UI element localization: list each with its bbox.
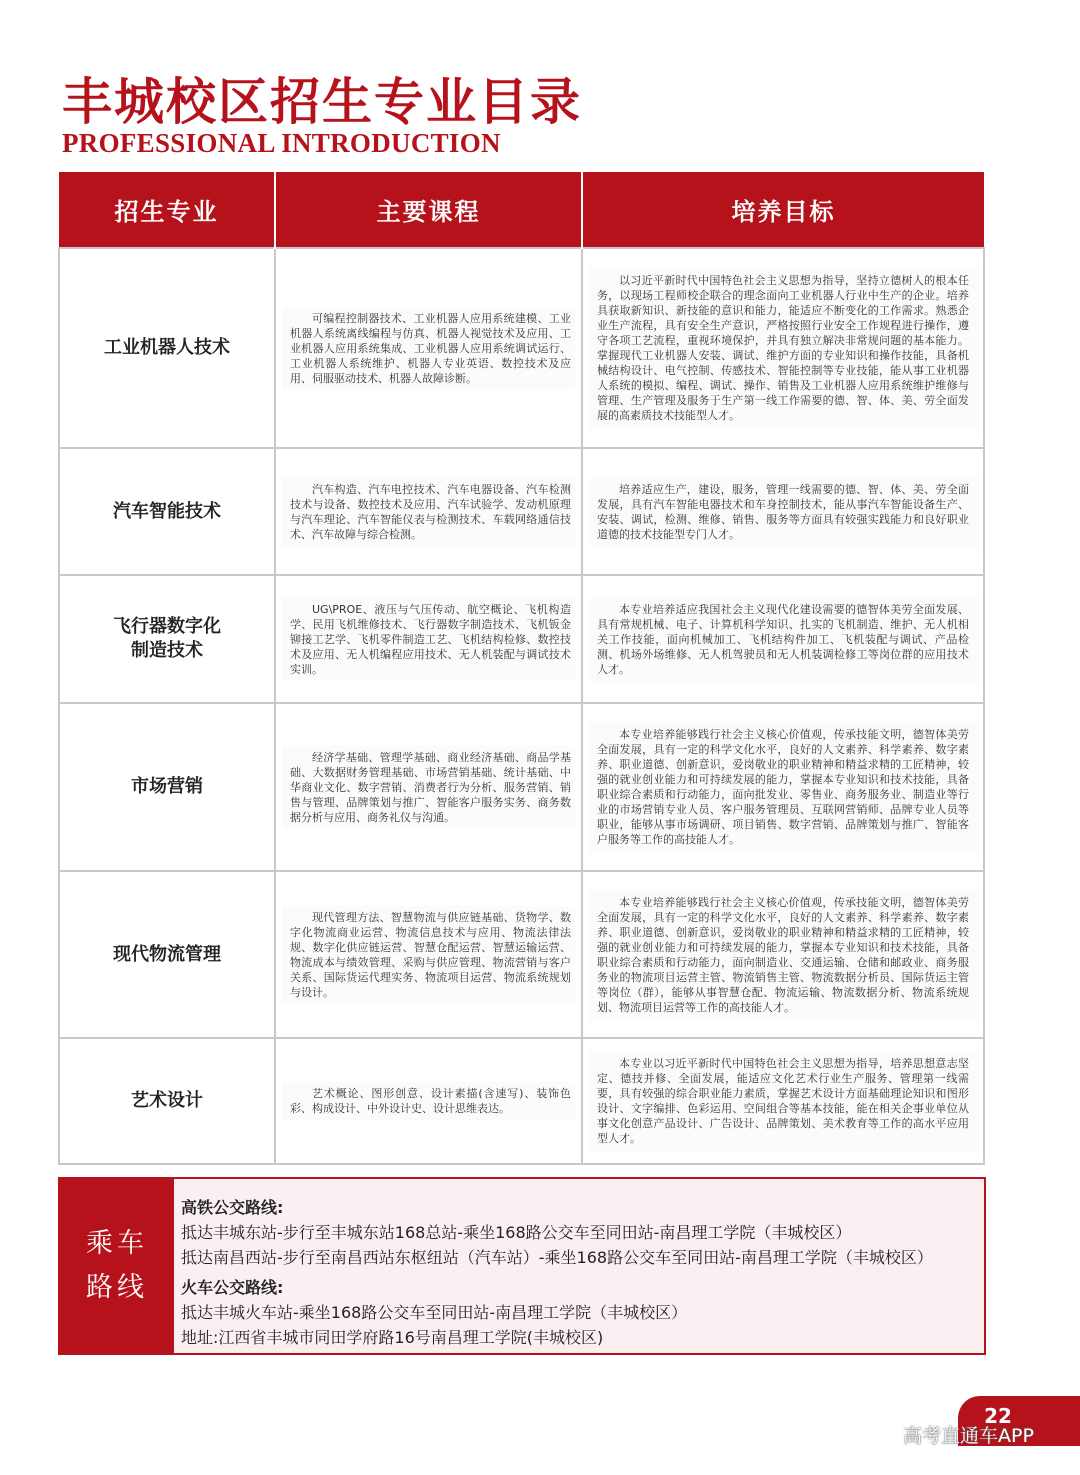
train-route-title: 火车公交路线: (181, 1278, 284, 1297)
goal-text: 本专业以习近平新时代中国特色社会主义思想为指导，培养思想意志坚定、德技并修、全面发展，能适应文化艺术行业生产服务、管理第一线需要，具有较强的综合职业能力素质，掌握艺术设计方面基础理论知识和图形设计、文字编排、色彩运用、空间组合等基本技能，能在相关企事业单位从事文化创意产品设计、广告设计、品牌策划、美术教育等工作的高水平应用型人才。 (597, 1057, 969, 1145)
major-courses (275, 703, 582, 871)
table-header-row (59, 172, 984, 248)
courses-text: 可编程控制器技术、工业机器人应用系统建模、工业机器人系统离线编程与仿真、机器人视觉技术及应用、工业机器人应用系统集成、工业机器人应用系统调试运行、工业机器人系统维护、机器人专业英语、数控技术及应用、伺服驱动技术、机器人故障诊断。 (290, 311, 571, 385)
campus-address: 地址:江西省丰城市同田学府路16号南昌理工学院(丰城校区) (181, 1328, 604, 1347)
table-row (59, 1038, 984, 1164)
major-name-line: 制造技术 (131, 640, 203, 661)
table-row (59, 703, 984, 871)
major-name: 汽车智能技术 (59, 448, 275, 575)
transit-route-box (58, 1177, 986, 1355)
route-label-line: 路线 (86, 1272, 148, 1303)
major-name (59, 575, 275, 703)
courses-text: 经济学基础、管理学基础、商业经济基础、商品学基础、大数据财务管理基础、市场营销基础、统计基础、中华商业文化、数字营销、消费者行为分析、服务营销、销售与管理、品牌策划与推广、智能客户服务实务、商务数据分析与应用、商务礼仪与沟通。 (290, 750, 571, 824)
major-name: 现代物流管理 (59, 871, 275, 1038)
table-row (59, 248, 984, 448)
goal-text: 本专业培养能够践行社会主义核心价值观，传承技能文明，德智体美劳全面发展，具有一定的科学文化水平，良好的人文素养、科学素养、数字素养、职业道德、创新意识，爱岗敬业的职业精神和精益求精的工匠精神，较强的就业创业能力和可持续发展的能力，掌握本专业知识和技术技能，具备职业综合素质和行动能力，面向批发业、零售业、商务服务业、制造业等行业的市场营销专业人员、客户服务管理员、互联网营销师、品牌专业人员等职业，能够从事市场调研、项目销售、数字营销、品牌策划与推广、智能客户服务等工作的高技能人才。 (597, 728, 969, 846)
major-goal (582, 575, 984, 703)
header-goal: 培养目标 (582, 172, 984, 248)
route-label (60, 1179, 174, 1353)
major-name: 艺术设计 (59, 1038, 275, 1164)
major-courses (275, 871, 582, 1038)
hsr-route-line: 抵达丰城东站-步行至丰城东站168总站-乘坐168路公交车至同田站-南昌理工学院（丰城校区） (181, 1223, 852, 1242)
courses-text: 艺术概论、图形创意、设计素描(含速写)、装饰色彩、构成设计、中外设计史、设计思维表达。 (290, 1087, 571, 1115)
major-courses (275, 248, 582, 448)
courses-text: 汽车构造、汽车电控技术、汽车电器设备、汽车检测技术与设备、数控技术及应用、汽车试验学、发动机原理与汽车理论、汽车智能仪表与检测技术、车载网络通信技术、汽车故障与综合检测。 (290, 482, 571, 541)
header-courses: 主要课程 (275, 172, 582, 248)
hsr-route-line: 抵达南昌西站-步行至南昌西站东枢纽站（汽车站）-乘坐168路公交车至同田站-南昌理工学院（丰城校区） (181, 1248, 933, 1267)
major-goal (582, 703, 984, 871)
major-name: 市场营销 (59, 703, 275, 871)
table-row (59, 871, 984, 1038)
hsr-route-title: 高铁公交路线: (181, 1198, 284, 1217)
route-details (181, 1195, 981, 1350)
major-goal (582, 248, 984, 448)
page-title: 丰城校区招生专业目录 (62, 72, 582, 131)
table-row (59, 448, 984, 575)
goal-text: 培养适应生产，建设，服务，管理一线需要的德、智、体、美、劳全面发展，具有汽车智能电器技术和车身控制技术，能从事汽车智能设备生产、安装、调试，检测、维修、销售、服务等方面具有较强实践能力和良好职业道德的技术技能型专门人才。 (597, 482, 969, 541)
page-subtitle: PROFESSIONAL INTRODUCTION (62, 128, 501, 158)
major-goal (582, 871, 984, 1038)
train-route-line: 抵达丰城火车站-乘坐168路公交车至同田站-南昌理工学院（丰城校区） (181, 1303, 688, 1322)
major-name-line: 飞行器数字化 (113, 616, 221, 637)
route-label-line: 乘车 (86, 1228, 148, 1259)
goal-text: 以习近平新时代中国特色社会主义思想为指导，坚持立德树人的根本任务，以现场工程师校企联合的理念面向工业机器人行业中生产的企业。培养具获取新知识、新技能的意识和能力，能适应不断变化的工作需求。熟悉企业生产流程，具有安全生产意识，严格按照行业安全工作规程进行操作，遵守各项工艺流程，重视环境保护，并具有独立解决非常规问题的基本能力。掌握现代工业机器人安装、调试、维护方面的专业知识和操作技能，具备机械结构设计、电气控制、传感技术、智能控制等专业技能，能从事工业机器人系统的模拟、编程、调试、操作、销售及工业机器人应用系统维护维修与管理、生产管理及服务于生产第一线工作需要的德、智、体、美、劳全面发展的高素质技术技能型人才。 (597, 274, 969, 422)
courses-text: UG\PROE、液压与气压传动、航空概论、飞机构造学、民用飞机维修技术、飞行器数字制造技术、飞机钣金铆接工艺学、飞机零件制造工艺、飞机结构检修、数控技术及应用、无人机编程应用技术、无人机装配与调试技术实训。 (290, 602, 571, 676)
major-courses (275, 448, 582, 575)
major-courses (275, 575, 582, 703)
table-row (59, 575, 984, 703)
page-number: 22 (984, 1404, 1012, 1428)
major-name: 工业机器人技术 (59, 248, 275, 448)
major-goal (582, 1038, 984, 1164)
goal-text: 本专业培养能够践行社会主义核心价值观，传承技能文明，德智体美劳全面发展，具有一定的科学文化水平，良好的人文素养、科学素养、数字素养、职业道德、创新意识，爱岗敬业的职业精神和精益求精的工匠精神，较强的就业创业能力和可持续发展的能力，掌握本专业知识和技术技能，具备职业综合素质和行动能力，面向制造业、交通运输、仓储和邮政业、商务服务业的物流项目运营主管、物流销售主管、物流数据分析员、国际货运主管等岗位（群），能够从事智慧仓配、物流运输、物流数据分析、物流系统规划、物流项目运营等工作的高技能人才。 (597, 895, 969, 1014)
goal-text: 本专业培养适应我国社会主义现代化建设需要的德智体美劳全面发展、具有常规机械、电子、计算机科学知识、扎实的飞机制造、维护、无人机相关工作技能，面向机械加工、飞机结构件加工、飞机装配与调试、产品检测、机场外场维修、无人机驾驶员和无人机装调检修工等岗位群的应用技术人才。 (597, 602, 969, 676)
header-major: 招生专业 (59, 172, 275, 248)
major-courses (275, 1038, 582, 1164)
watermark: 高考直通车APP (903, 1425, 1034, 1447)
majors-table (58, 172, 985, 1165)
courses-text: 现代管理方法、智慧物流与供应链基础、货物学、数字化物流商业运营、物流信息技术与应用、物流法律法规、数字化供应链运营、智慧仓配运营、智慧运输运营、物流成本与绩效管理、采购与供应管理、物流营销与客户关系、国际货运代理实务、物流项目运营、物流系统规划与设计。 (290, 910, 571, 999)
major-goal (582, 448, 984, 575)
